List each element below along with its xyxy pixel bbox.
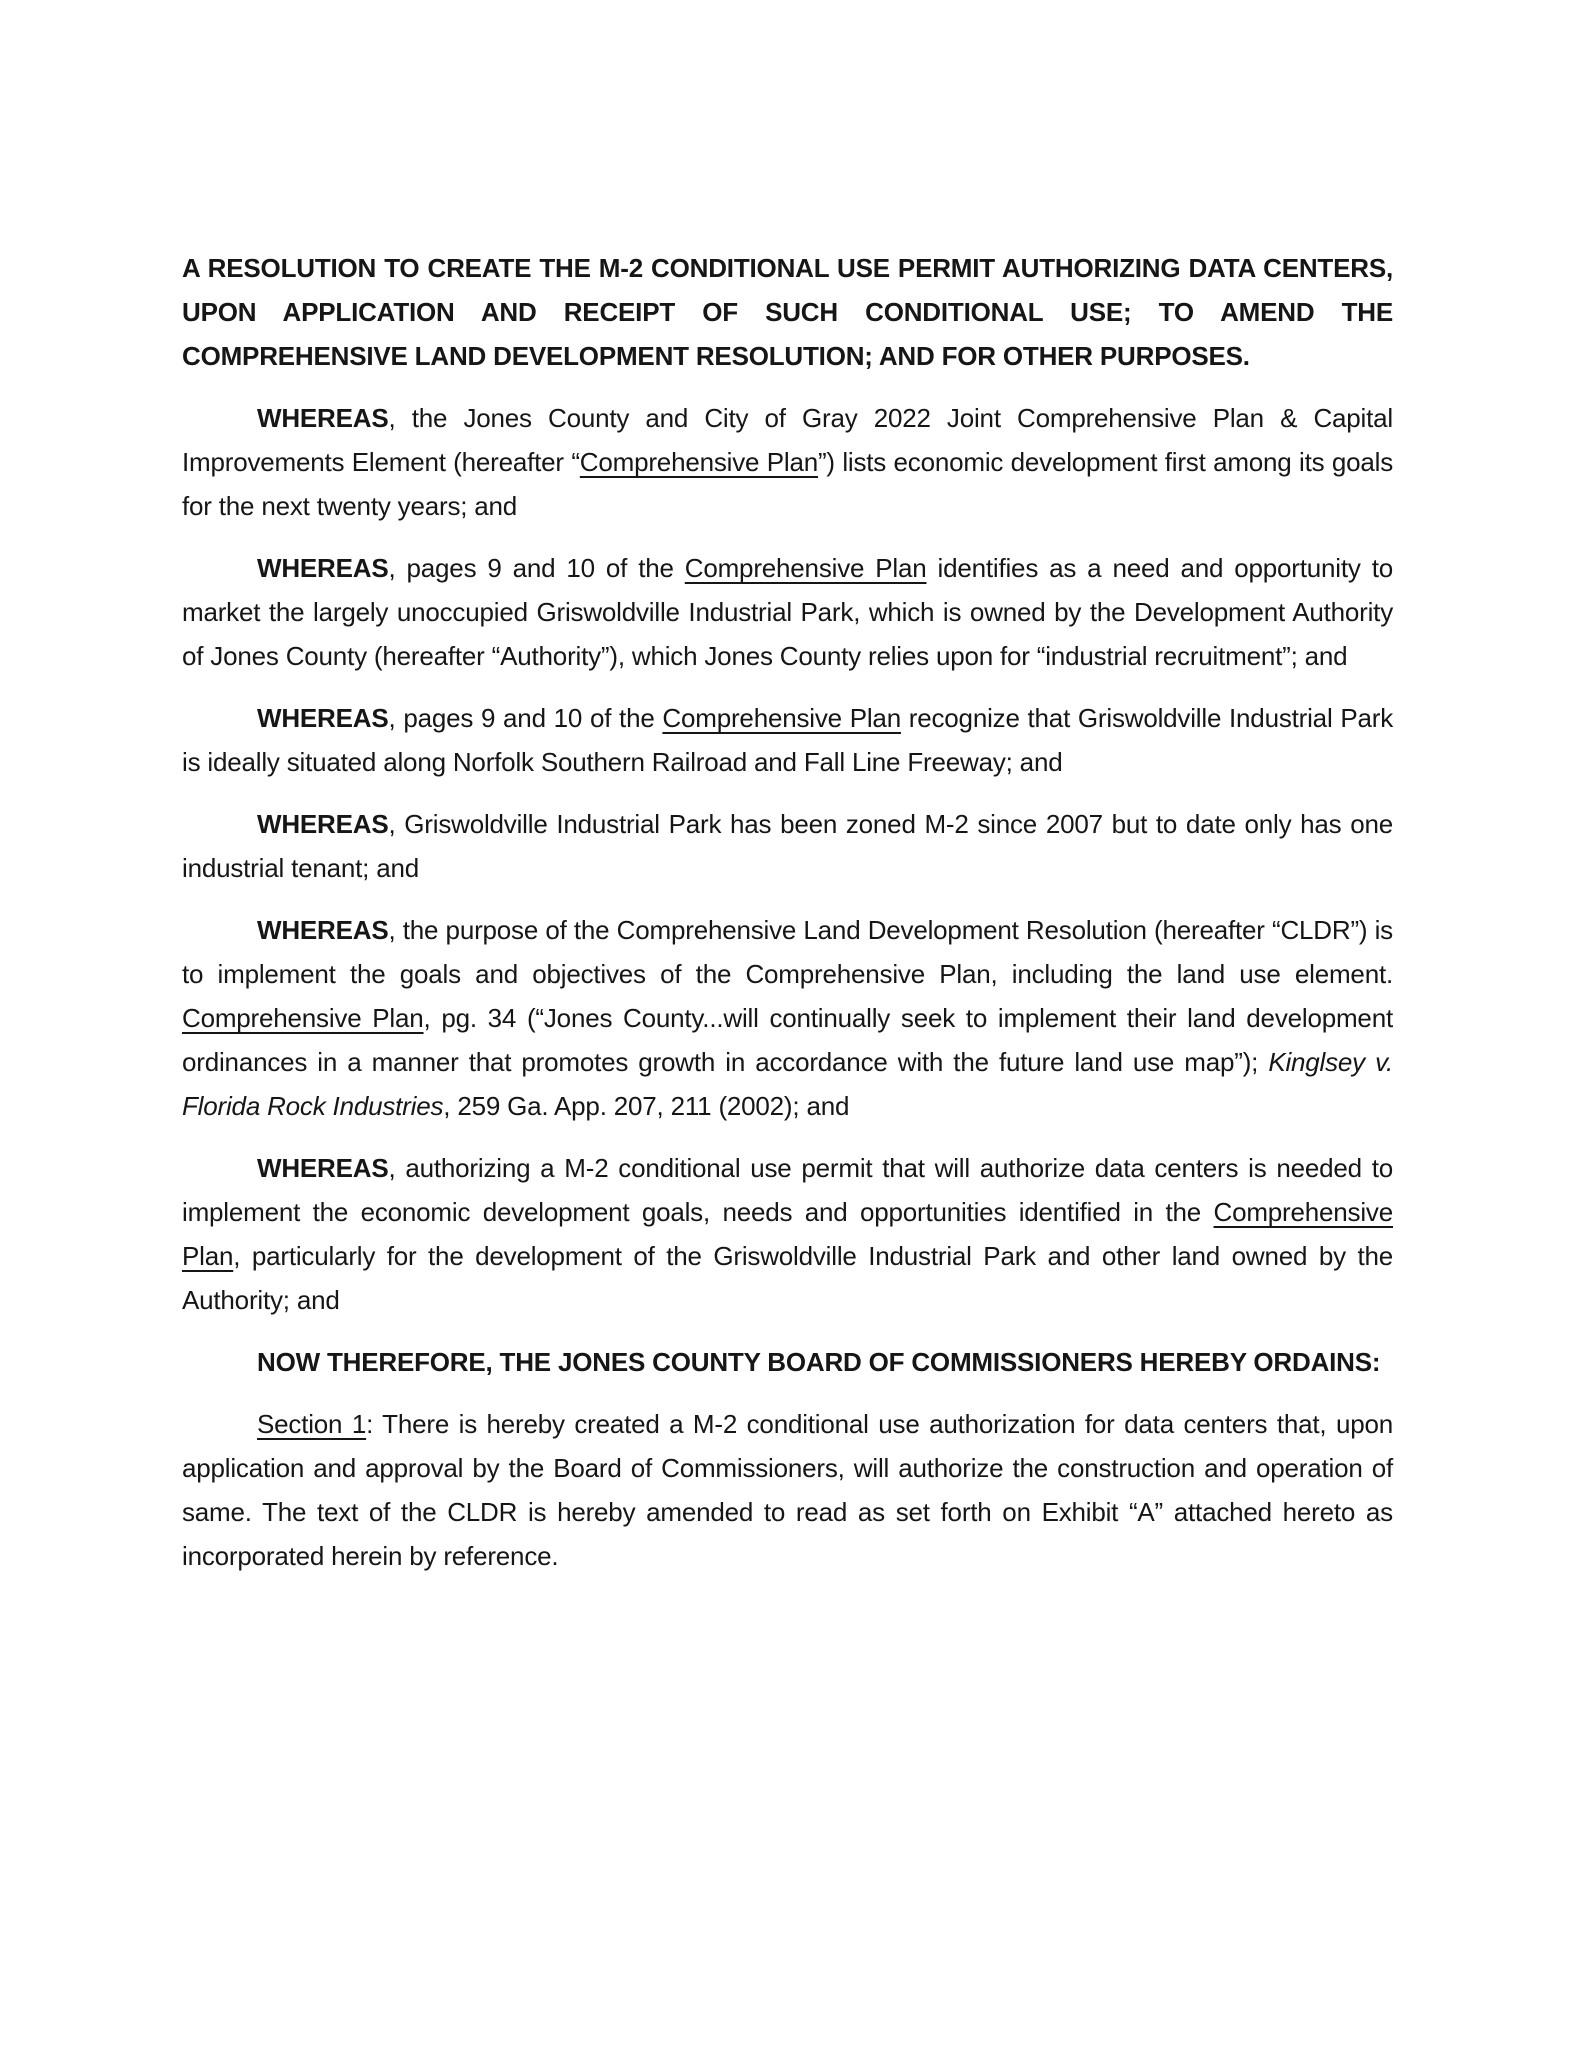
whereas-clause-1 — [182, 396, 1393, 528]
text-run: , the Jones County and City of Gray 2022 Joint Comprehensive Plan & Capital Improvements Element (hereafter “ — [182, 403, 1393, 477]
text-run: , the purpose of the Comprehensive Land Development Resolution (hereafter “CLDR”) is to implement the goals and objectives of the Comprehensive Plan, including the land use element. — [182, 915, 1393, 989]
text-run: WHEREAS — [257, 915, 389, 945]
text-run: , pages 9 and 10 of the — [388, 703, 663, 733]
whereas-clause-5 — [182, 908, 1393, 1128]
text-run: Comprehensive Plan — [684, 553, 927, 583]
whereas-clause-2 — [182, 546, 1393, 678]
resolution-title — [182, 246, 1393, 378]
text-run: Kinglsey v. Florida Rock Industries — [182, 1047, 1393, 1121]
text-run: WHEREAS — [257, 403, 389, 433]
text-run: Section 1 — [257, 1409, 367, 1439]
whereas-clause-4 — [182, 802, 1393, 890]
text-run: A RESOLUTION TO CREATE THE M-2 CONDITIONAL USE PERMIT AUTHORIZING DATA CENTERS, UPON APPLICATION AND RECEIPT OF SUCH CONDITIONAL USE; TO AMEND THE COMPREHENSIVE LAND DEVELOPMENT RESOLUTION; AND FOR OTHER PURPOSES. — [182, 253, 1393, 371]
whereas-clause-3 — [182, 696, 1393, 784]
text-run: identifies as a need and opportunity to market the largely unoccupied Griswoldville Industrial Park, which is owned by the Development Authority of Jones County (hereafter “Authority”), which Jones County relies upon for “industrial recruitment”; and — [182, 553, 1393, 671]
text-run: : There is hereby created a M-2 conditional use authorization for data centers that, upon application and approval by the Board of Commissioners, will authorize the construction and operation of same. The text of the CLDR is hereby amended to read as set forth on Exhibit “A” attached hereto as incorporated herein by reference. — [182, 1409, 1393, 1571]
text-run: WHEREAS — [257, 809, 389, 839]
text-run: Comprehensive Plan — [579, 447, 818, 477]
text-run: , 259 Ga. App. 207, 211 (2002); and — [443, 1091, 850, 1121]
text-run: Comprehensive Plan — [182, 1197, 1393, 1271]
text-run: WHEREAS — [257, 1153, 389, 1183]
text-run: , particularly for the development of the Griswoldville Industrial Park and other land owned by the Authority; and — [182, 1241, 1393, 1315]
text-run: , Griswoldville Industrial Park has been zoned M-2 since 2007 but to date only has one industrial tenant; and — [182, 809, 1393, 883]
text-run: WHEREAS — [257, 553, 389, 583]
ordains-clause — [182, 1340, 1393, 1384]
text-run: Comprehensive Plan — [182, 1003, 424, 1033]
section-1 — [182, 1402, 1393, 1578]
text-run: , pages 9 and 10 of the — [388, 553, 685, 583]
text-run: , pg. 34 (“Jones County...will continually seek to implement their land development ordinances in a manner that promotes growth in accordance with the future land use map”); — [182, 1003, 1393, 1077]
text-run: , authorizing a M-2 conditional use permit that will authorize data centers is needed to implement the economic development goals, needs and opportunities identified in the — [182, 1153, 1393, 1227]
resolution-document — [182, 246, 1393, 1578]
whereas-clause-6 — [182, 1146, 1393, 1322]
text-run: WHEREAS — [257, 703, 389, 733]
text-run: NOW THEREFORE, THE JONES COUNTY BOARD OF COMMISSIONERS HEREBY ORDAINS: — [257, 1347, 1381, 1377]
text-run: Comprehensive Plan — [662, 703, 901, 733]
text-run: recognize that Griswoldville Industrial Park is ideally situated along Norfolk Southern Railroad and Fall Line Freeway; and — [182, 703, 1393, 777]
text-run: ”) lists economic development first among its goals for the next twenty years; and — [182, 447, 1393, 521]
